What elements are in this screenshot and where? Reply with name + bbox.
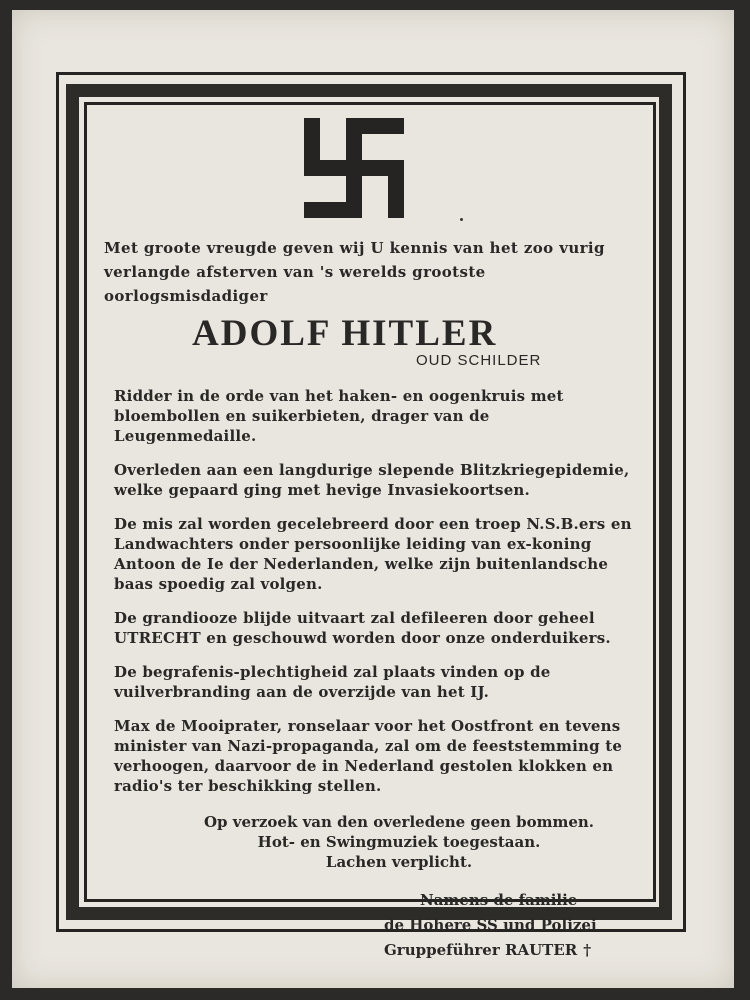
signature-block [384, 888, 634, 963]
closing-line-bombs: Op verzoek van den overledene geen bommen. [203, 813, 595, 831]
signature-line-organization: de Höhere SS und Polizei [384, 916, 597, 934]
closing-requests [104, 812, 634, 872]
paragraph-death-cause: Overleden aan een langdurige slepende Blitzkriegepidemie, welke gepaard ging met hevige Invasiekoortsen. [114, 461, 630, 499]
deceased-name: ADOLF HITLER [192, 313, 498, 354]
signature-name: Gruppeführer RAUTER [384, 941, 578, 959]
signature-line-name [384, 938, 634, 963]
deceased-occupation: OUD SCHILDER [416, 352, 542, 369]
closing-line-music: Hot- en Swingmuziek toegestaan. [257, 833, 541, 851]
notice-content [104, 118, 634, 963]
closing-line-laughter: Lachen verplicht. [325, 853, 473, 871]
paragraph-propaganda: Max de Mooiprater, ronselaar voor het Oostfront en tevens minister van Nazi-propaganda, zal om de feeststemming te verhoogen, daarvoor de in Nederland gestolen klokken en radio's ter beschikking stellen. [114, 717, 623, 795]
paragraph-funeral-procession: De grandiooze blijde uitvaart zal defileeren door geheel UTRECHT en geschouwd worden door onze onderduikers. [114, 609, 611, 647]
hakenkreuz-emblem-icon [304, 118, 404, 218]
dagger-cross-icon: † [583, 941, 592, 959]
signature-line-family: Namens de familie [420, 891, 578, 909]
paragraph-burial: De begrafenis-plechtigheid zal plaats vinden op de vuilverbranding aan de overzijde van het IJ. [114, 663, 551, 701]
intro-text: Met groote vreugde geven wij U kennis van het zoo vurig verlangde afsterven van 's werelds grootste oorlogsmisdadiger [104, 239, 605, 305]
paragraph-orders: Ridder in de orde van het haken- en oogenkruis met bloembollen en suikerbieten, drager van de Leugenmedaille. [114, 387, 564, 445]
paragraph-mass: De mis zal worden gecelebreerd door een troep N.S.B.ers en Landwachters onder persoonlijke leiding van ex-koning Antoon de Ie der Nederlanden, welke zijn buitenlandsche baas spoedig zal volgen. [114, 515, 632, 593]
